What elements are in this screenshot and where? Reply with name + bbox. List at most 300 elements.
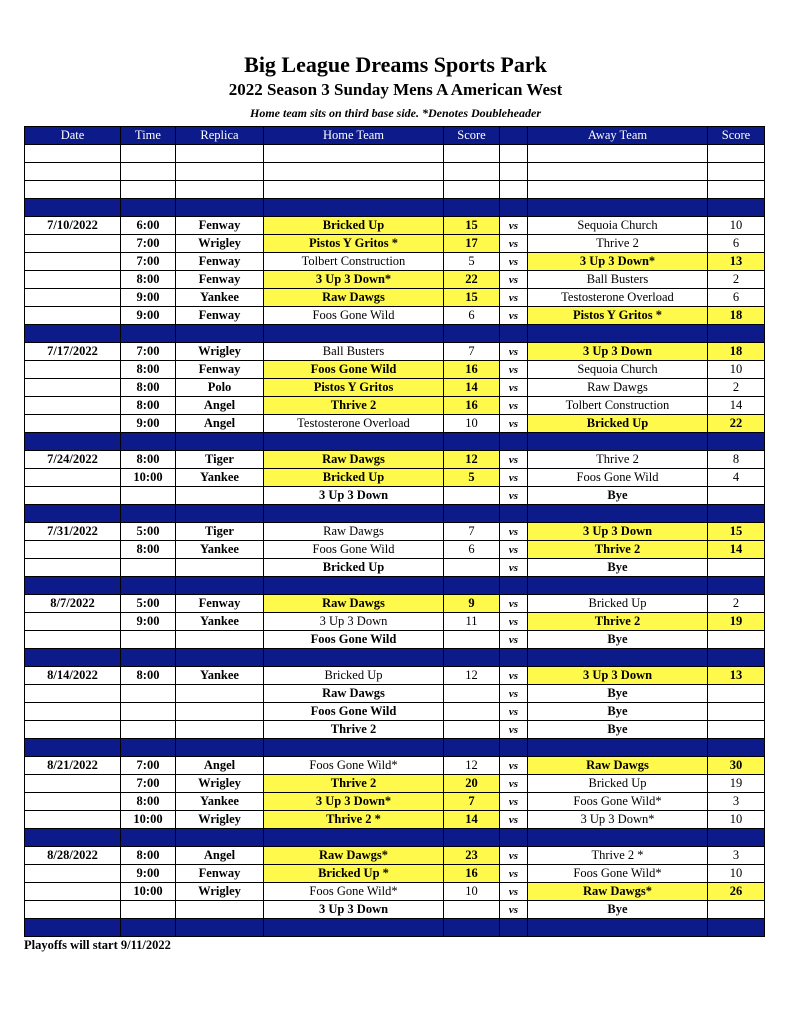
cell-vs: vs [500,901,528,919]
week-separator-row [25,739,765,757]
separator-cell [25,649,121,667]
cell-away-score: 10 [708,361,765,379]
schedule-body [25,145,765,937]
cell-date [25,685,121,703]
separator-cell [176,829,264,847]
cell-home-score: 12 [444,757,500,775]
separator-cell [264,199,444,217]
separator-cell [708,919,765,937]
cell-replica: Wrigley [176,811,264,829]
blank-row [25,181,765,199]
separator-cell [176,739,264,757]
schedule-table [24,126,765,937]
game-row [25,721,765,739]
separator-cell [176,919,264,937]
cell-away-team: Bye [528,487,708,505]
cell-away-team: Pistos Y Gritos * [528,307,708,325]
cell-away-team: 3 Up 3 Down* [528,253,708,271]
cell-home-score: 16 [444,865,500,883]
cell-time: 5:00 [121,523,176,541]
cell-away-team: Thrive 2 [528,451,708,469]
cell-home-team: Bricked Up [264,667,444,685]
page-title: Big League Dreams Sports Park [244,52,547,77]
cell-time: 6:00 [121,217,176,235]
cell-replica [176,631,264,649]
game-row [25,847,765,865]
blank-cell [444,181,500,199]
separator-cell [500,505,528,523]
cell-away-score: 18 [708,307,765,325]
cell-home-team: Raw Dawgs [264,685,444,703]
cell-time: 8:00 [121,667,176,685]
separator-cell [25,505,121,523]
cell-replica: Yankee [176,667,264,685]
blank-cell [708,145,765,163]
separator-cell [708,577,765,595]
game-row [25,397,765,415]
cell-date [25,811,121,829]
cell-date: 7/10/2022 [25,217,121,235]
cell-replica: Polo [176,379,264,397]
cell-away-team: Thrive 2 * [528,847,708,865]
cell-home-score: 7 [444,793,500,811]
cell-replica [176,559,264,577]
blank-cell [176,163,264,181]
cell-away-team: Foos Gone Wild* [528,865,708,883]
cell-away-score: 10 [708,811,765,829]
cell-away-team: Raw Dawgs [528,757,708,775]
cell-date [25,289,121,307]
cell-home-score [444,721,500,739]
cell-home-team: Foos Gone Wild [264,361,444,379]
cell-away-score: 8 [708,451,765,469]
cell-vs: vs [500,775,528,793]
separator-cell [444,577,500,595]
game-row [25,865,765,883]
col-header-vs [500,127,528,145]
week-separator-row [25,577,765,595]
cell-replica: Yankee [176,469,264,487]
game-row [25,487,765,505]
cell-replica: Yankee [176,541,264,559]
separator-cell [708,325,765,343]
game-row [25,793,765,811]
cell-vs: vs [500,253,528,271]
cell-away-score: 13 [708,667,765,685]
separator-cell [500,577,528,595]
blank-cell [176,145,264,163]
col-header-time: Time [121,127,176,145]
cell-away-team: Thrive 2 [528,541,708,559]
game-row [25,775,765,793]
separator-cell [264,505,444,523]
cell-home-team: Foos Gone Wild* [264,883,444,901]
cell-home-score: 23 [444,847,500,865]
col-header-home-team: Home Team [264,127,444,145]
cell-home-score: 12 [444,451,500,469]
blank-cell [500,145,528,163]
cell-away-team: 3 Up 3 Down [528,667,708,685]
cell-time: 10:00 [121,811,176,829]
cell-home-team: Foos Gone Wild* [264,757,444,775]
cell-home-score [444,703,500,721]
cell-away-score: 6 [708,235,765,253]
cell-replica: Angel [176,757,264,775]
cell-vs: vs [500,343,528,361]
game-row [25,667,765,685]
cell-home-score: 12 [444,667,500,685]
separator-cell [25,919,121,937]
separator-cell [528,649,708,667]
separator-cell [708,433,765,451]
cell-home-team: Bricked Up [264,469,444,487]
blank-cell [264,181,444,199]
cell-away-team: 3 Up 3 Down* [528,811,708,829]
game-row [25,631,765,649]
cell-vs: vs [500,469,528,487]
separator-cell [121,325,176,343]
separator-cell [528,829,708,847]
cell-time: 8:00 [121,541,176,559]
cell-date [25,721,121,739]
cell-home-score: 7 [444,343,500,361]
cell-time [121,631,176,649]
cell-time: 8:00 [121,451,176,469]
cell-home-score [444,901,500,919]
separator-cell [444,433,500,451]
cell-home-score: 20 [444,775,500,793]
blank-cell [500,181,528,199]
game-row [25,685,765,703]
cell-away-team: Thrive 2 [528,235,708,253]
cell-replica: Wrigley [176,343,264,361]
cell-home-score: 6 [444,541,500,559]
separator-cell [25,433,121,451]
cell-away-score: 15 [708,523,765,541]
separator-cell [176,433,264,451]
cell-date [25,631,121,649]
week-separator-row [25,199,765,217]
game-row [25,253,765,271]
cell-away-team: Bye [528,703,708,721]
cell-replica: Wrigley [176,883,264,901]
cell-replica: Angel [176,397,264,415]
cell-replica: Wrigley [176,235,264,253]
cell-home-team: Testosterone Overload [264,415,444,433]
blank-cell [121,181,176,199]
cell-away-score: 26 [708,883,765,901]
blank-cell [528,181,708,199]
separator-cell [176,199,264,217]
cell-home-score [444,685,500,703]
cell-home-score: 22 [444,271,500,289]
cell-vs: vs [500,757,528,775]
cell-away-team: 3 Up 3 Down [528,523,708,541]
cell-time: 10:00 [121,469,176,487]
cell-time: 7:00 [121,253,176,271]
cell-home-team: Pistos Y Gritos [264,379,444,397]
cell-home-team: Raw Dawgs [264,289,444,307]
cell-away-team: Sequoia Church [528,217,708,235]
col-header-date: Date [25,127,121,145]
cell-vs: vs [500,559,528,577]
cell-home-score [444,631,500,649]
col-header-away-team: Away Team [528,127,708,145]
cell-vs: vs [500,235,528,253]
separator-cell [444,919,500,937]
cell-replica: Yankee [176,613,264,631]
cell-time: 10:00 [121,883,176,901]
cell-home-team: 3 Up 3 Down [264,901,444,919]
cell-replica: Fenway [176,217,264,235]
separator-cell [528,433,708,451]
separator-cell [708,505,765,523]
cell-vs: vs [500,451,528,469]
cell-away-score [708,721,765,739]
separator-cell [528,577,708,595]
separator-cell [500,199,528,217]
cell-date: 8/14/2022 [25,667,121,685]
game-row [25,541,765,559]
cell-replica: Fenway [176,361,264,379]
cell-home-team: Foos Gone Wild [264,541,444,559]
separator-cell [708,649,765,667]
separator-cell [264,577,444,595]
cell-vs: vs [500,721,528,739]
game-row [25,235,765,253]
week-separator-row [25,649,765,667]
cell-vs: vs [500,523,528,541]
cell-away-score: 4 [708,469,765,487]
cell-away-score [708,559,765,577]
cell-date [25,775,121,793]
cell-home-team: Pistos Y Gritos * [264,235,444,253]
cell-date [25,361,121,379]
cell-away-score [708,901,765,919]
separator-cell [121,505,176,523]
cell-home-team: Raw Dawgs* [264,847,444,865]
blank-cell [500,163,528,181]
separator-cell [500,829,528,847]
cell-vs: vs [500,487,528,505]
cell-away-score: 14 [708,397,765,415]
blank-cell [121,145,176,163]
separator-cell [500,739,528,757]
separator-cell [528,919,708,937]
cell-time: 8:00 [121,361,176,379]
cell-home-score: 17 [444,235,500,253]
separator-cell [444,199,500,217]
separator-cell [176,577,264,595]
game-row [25,379,765,397]
cell-home-team: Bricked Up * [264,865,444,883]
cell-date [25,253,121,271]
cell-date: 7/31/2022 [25,523,121,541]
cell-date [25,901,121,919]
col-header-home-score: Score [444,127,500,145]
cell-vs: vs [500,541,528,559]
separator-cell [528,199,708,217]
cell-home-team: Foos Gone Wild [264,631,444,649]
cell-replica: Angel [176,847,264,865]
cell-away-score: 30 [708,757,765,775]
cell-replica: Wrigley [176,775,264,793]
separator-cell [176,505,264,523]
cell-home-team: 3 Up 3 Down* [264,793,444,811]
blank-cell [708,163,765,181]
cell-away-team: Foos Gone Wild [528,469,708,487]
cell-vs: vs [500,415,528,433]
cell-home-score: 5 [444,253,500,271]
cell-away-team: Foos Gone Wild* [528,793,708,811]
playoffs-note: Playoffs will start 9/11/2022 [24,938,171,952]
cell-vs: vs [500,613,528,631]
separator-cell [264,829,444,847]
blank-cell [444,163,500,181]
cell-away-team: Thrive 2 [528,613,708,631]
cell-replica: Angel [176,415,264,433]
cell-time: 8:00 [121,847,176,865]
cell-date [25,613,121,631]
separator-cell [708,739,765,757]
cell-date [25,703,121,721]
separator-cell [121,829,176,847]
separator-cell [264,739,444,757]
cell-replica: Fenway [176,595,264,613]
separator-cell [121,433,176,451]
game-row [25,883,765,901]
cell-time: 8:00 [121,793,176,811]
cell-vs: vs [500,811,528,829]
cell-date [25,469,121,487]
blank-cell [444,145,500,163]
cell-home-score: 10 [444,883,500,901]
cell-date [25,559,121,577]
cell-away-team: Sequoia Church [528,361,708,379]
game-row [25,559,765,577]
separator-cell [121,649,176,667]
game-row [25,595,765,613]
game-row [25,469,765,487]
cell-time: 9:00 [121,613,176,631]
cell-home-score: 6 [444,307,500,325]
separator-cell [444,739,500,757]
cell-replica: Fenway [176,307,264,325]
cell-away-score: 2 [708,271,765,289]
cell-away-score [708,703,765,721]
game-row [25,703,765,721]
cell-date [25,865,121,883]
cell-away-score: 3 [708,847,765,865]
separator-cell [176,325,264,343]
blank-cell [264,163,444,181]
cell-date [25,487,121,505]
separator-cell [25,325,121,343]
cell-away-score: 19 [708,775,765,793]
game-row [25,343,765,361]
cell-vs: vs [500,379,528,397]
cell-home-score: 7 [444,523,500,541]
separator-cell [500,433,528,451]
cell-vs: vs [500,217,528,235]
cell-date [25,379,121,397]
cell-home-score: 9 [444,595,500,613]
cell-vs: vs [500,667,528,685]
cell-home-score: 14 [444,811,500,829]
cell-home-score: 16 [444,397,500,415]
separator-cell [121,739,176,757]
cell-time [121,703,176,721]
cell-home-team: Raw Dawgs [264,523,444,541]
cell-away-team: Raw Dawgs [528,379,708,397]
cell-away-score: 19 [708,613,765,631]
cell-time: 8:00 [121,379,176,397]
separator-cell [121,919,176,937]
cell-home-team: Bricked Up [264,217,444,235]
cell-replica: Tiger [176,451,264,469]
cell-away-team: Bricked Up [528,775,708,793]
game-row [25,289,765,307]
separator-cell [176,649,264,667]
game-row [25,523,765,541]
cell-date [25,415,121,433]
separator-cell [444,649,500,667]
cell-time [121,685,176,703]
cell-away-score: 14 [708,541,765,559]
blank-cell [176,181,264,199]
cell-away-score: 10 [708,217,765,235]
cell-away-team: Bye [528,559,708,577]
separator-cell [528,505,708,523]
cell-away-team: Bye [528,721,708,739]
cell-replica [176,721,264,739]
blank-cell [25,163,121,181]
separator-cell [264,649,444,667]
cell-replica: Fenway [176,253,264,271]
cell-date: 8/28/2022 [25,847,121,865]
cell-away-score [708,631,765,649]
cell-away-team: Bye [528,901,708,919]
cell-time: 8:00 [121,397,176,415]
cell-time [121,559,176,577]
blank-cell [528,145,708,163]
cell-time: 9:00 [121,289,176,307]
cell-away-team: Tolbert Construction [528,397,708,415]
cell-away-score: 6 [708,289,765,307]
cell-vs: vs [500,883,528,901]
cell-time: 7:00 [121,775,176,793]
cell-date [25,307,121,325]
cell-time: 8:00 [121,271,176,289]
cell-away-score: 13 [708,253,765,271]
game-row [25,307,765,325]
cell-away-score: 3 [708,793,765,811]
cell-date: 7/24/2022 [25,451,121,469]
cell-away-score: 22 [708,415,765,433]
cell-time: 9:00 [121,865,176,883]
cell-date [25,235,121,253]
game-row [25,415,765,433]
cell-home-team: Bricked Up [264,559,444,577]
cell-away-score: 18 [708,343,765,361]
separator-cell [264,433,444,451]
separator-cell [121,199,176,217]
week-separator-row [25,919,765,937]
separator-cell [500,919,528,937]
cell-replica: Tiger [176,523,264,541]
separator-cell [708,199,765,217]
week-separator-row [25,433,765,451]
